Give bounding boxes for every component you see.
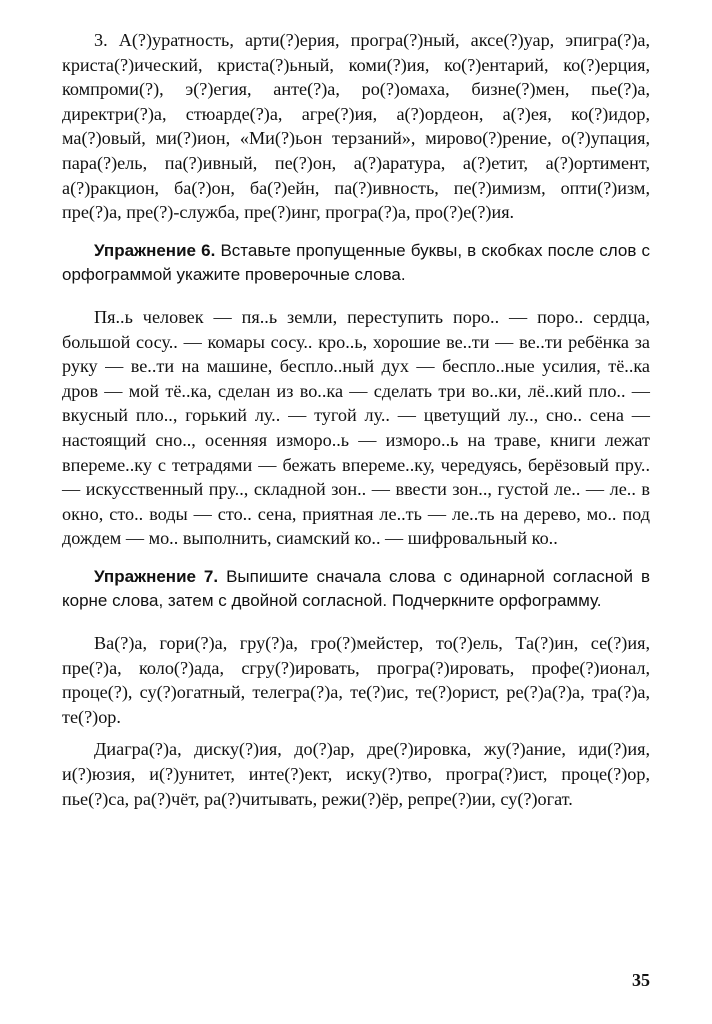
- item-3-text: А(?)уратность, арти(?)ерия, програ(?)ный, аксе(?)уар, эпигра(?)а, криста(?)ический, криста(?)ьный, коми(?)ия, ко(?)ентарий, ко(?)ерция, компроми(?), э(?)егия, анте(?)а, ро(?)омаха, бизне(?)мен, пье(?)а, директри(?)а, стюарде(?)а, агре(?)ия, а(?)ордеон, а(?)ея, ко(?)идор, ма(?)овый, ми(?)ион, «Ми(?)ьон терзаний», мирово(?)рение, о(?)упация, пара(?)ель, па(?)ивный, пе(?)он, а(?)аратура, а(?)етит, а(?)ортимент, а(?)ракцион, ба(?)он, ба(?)ейн, па(?)ивность, пе(?)имизм, опти(?)изм, пре(?)а, пре(?)-служба, пре(?)инг, програ(?)а, про(?)е(?)ия.: [62, 30, 650, 223]
- exercise-6-title: Упражнение 6.: [94, 240, 216, 260]
- exercise-7-paragraph-2: Диагра(?)а, диску(?)ия, до(?)ар, дре(?)ировка, жу(?)ание, иди(?)ия, и(?)юзия, и(?)унитет, инте(?)ект, иску(?)тво, програ(?)ист, проце(?)ор, пье(?)са, ра(?)чёт, ра(?)читывать, режи(?)ёр, репре(?)ии, су(?)огат.: [62, 739, 650, 809]
- item-3-paragraph: [62, 28, 650, 225]
- item-3-number: 3.: [94, 30, 108, 50]
- exercise-7-heading: [62, 565, 650, 614]
- exercise-6-heading: [62, 239, 650, 288]
- exercise-6-text: Пя..ь человек — пя..ь земли, переступить поро.. — поро.. сердца, большой сосу.. — комары сосу.. кро..ь, хорошие ве..ти — ве..ти ребёнка за руку — ве..ти на машине, беспло..ный дух — беспло..ные усилия, тё..ка дров — мой тё..ка, сделан из во..ка — сделать три во..ки, лё..кий пло.. — вкусный пло.., горький лу.. — тугой лу.. — цветущий лу.., сно.. сена — настоящий сно.., осенняя изморо..ь — изморо..ь на траве, книги лежат впереме..ку с тетрадями — бежать впереме..ку, чередуясь, берёзовый пру.. — искусственный пру.., складной зон.. — ввести зон.., густой ле.. — ле.. в окно, сто.. воды — сто.. сена, приятная ле..ть — ле..ть на дерево, мо.. под дождем — мо.. выполнить, сиамский ко.. — шифровальный ко..: [62, 306, 650, 549]
- exercise-6-instruction: Вставьте пропущенные буквы, в скобках после слов с орфограммой укажите проверочные слова.: [62, 240, 650, 285]
- exercise-7-title: Упражнение 7.: [94, 566, 219, 586]
- page-number: 35: [632, 970, 650, 990]
- exercise-7-paragraph-1: Ва(?)а, гори(?)а, гру(?)а, гро(?)мейстер, то(?)ель, Та(?)ин, се(?)ия, пре(?)а, коло(?)ада, сгру(?)ировать, програ(?)ировать, профе(?)ионал, проце(?), су(?)огатный, телегра(?)а, те(?)ис, те(?)орист, ре(?)а(?)а, тра(?)а, те(?)ор.: [62, 633, 650, 727]
- exercise-7-instruction: Выпишите сначала слова с одинарной согласной в корне слова, затем с двойной согласной. Подчеркните орфограмму.: [62, 566, 650, 611]
- textbook-page: [62, 28, 650, 811]
